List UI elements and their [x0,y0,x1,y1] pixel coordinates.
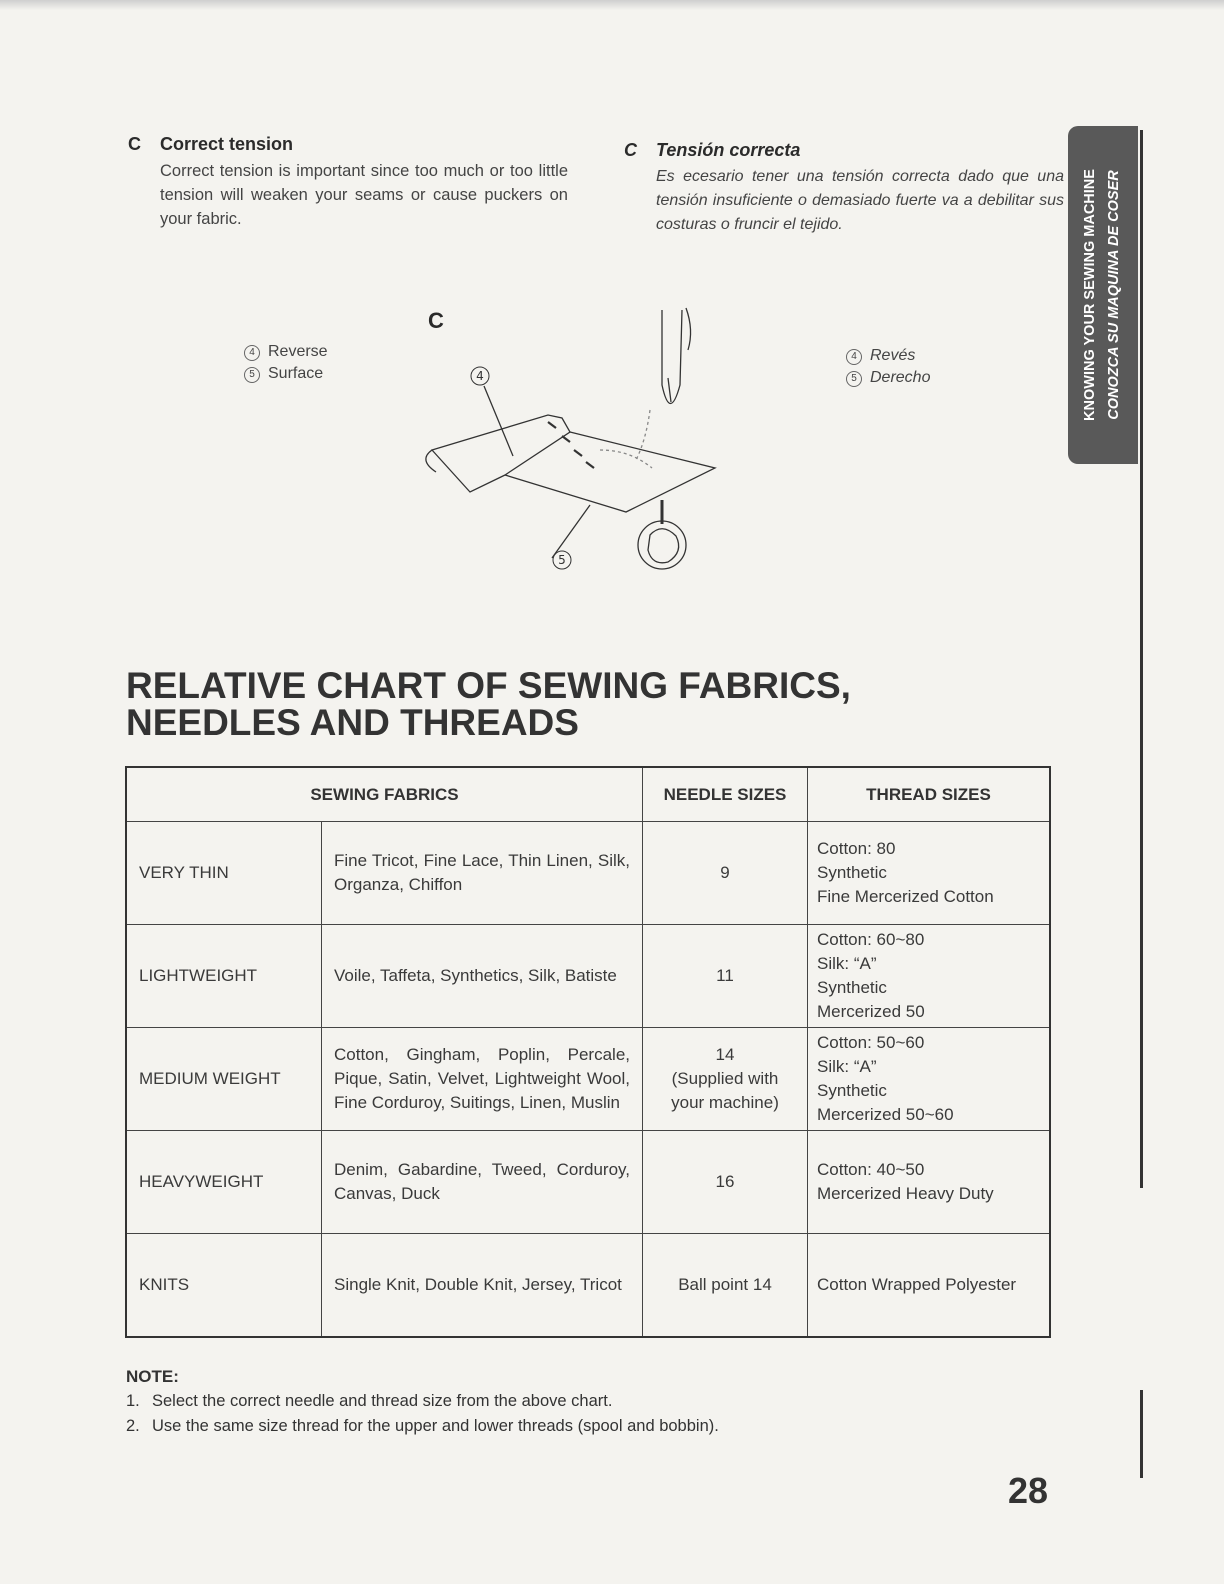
page-edge-line [1140,130,1143,810]
table-row [126,925,1050,1028]
heading-text: Correct tension [160,134,294,154]
note-item: 1. Select the correct needle and thread size from the above chart. [126,1392,613,1410]
fabric-category: HEAVYWEIGHT [126,1131,322,1234]
table-row [126,822,1050,925]
needle-size: 9 [643,822,808,925]
thread-sizes: Cotton: 80 Synthetic Fine Mercerized Cotton [808,822,1051,925]
header-needle-sizes: NEEDLE SIZES [643,767,808,822]
fabric-examples: Single Knit, Double Knit, Jersey, Tricot [322,1234,643,1338]
tension-section-es [624,134,1064,237]
table-row [126,1028,1050,1131]
fabric-examples: Denim, Gabardine, Tweed, Corduroy, Canvas, Duck [322,1131,643,1234]
needle-size: 16 [643,1131,808,1234]
table-row [126,1131,1050,1234]
tension-body-es: Es ecesario tener una tensión correcta dado que una tensión insuficiente o demasiado fuerte va a debilitar sus costuras o fruncir el tejido. [656,168,1064,233]
thread-sizes: Cotton: 50~60 Silk: “A” Synthetic Mercerized 50~60 [808,1028,1051,1131]
needle-size: 14 (Supplied with your machine) [643,1028,808,1131]
fabric-examples: Cotton, Gingham, Poplin, Percale, Pique, Satin, Velvet, Lightweight Wool, Fine Corduroy, Suitings, Linen, Muslin [322,1028,643,1131]
legend-item: 4 Reverse [244,341,328,363]
fabric-category: KNITS [126,1234,322,1338]
callout-surface: 5 [558,553,566,567]
fabric-surface-shape [505,432,715,512]
note-heading: NOTE: [126,1367,179,1386]
page-edge-line [1140,1390,1143,1478]
thread-sizes: Cotton: 40~50 Mercerized Heavy Duty [808,1131,1051,1234]
fabric-category: LIGHTWEIGHT [126,925,322,1028]
tension-heading-en [128,134,568,155]
legend-item: 4 Revés [846,345,930,367]
legend-es [846,345,930,389]
note-item: 2. Use the same size thread for the upper and lower threads (spool and bobbin). [126,1417,719,1435]
legend-item: 5 Derecho [846,367,930,389]
section-letter: C [128,134,141,154]
tension-diagram [400,300,720,580]
header-sewing-fabrics: SEWING FABRICS [126,767,643,822]
thread-sizes: Cotton Wrapped Polyester [808,1234,1051,1338]
needle-shape [662,310,682,404]
heading-text: Tensión correcta [656,140,801,160]
page-number: 28 [1008,1470,1049,1511]
chapter-side-tab [1068,126,1138,464]
thread-sizes: Cotton: 60~80 Silk: “A” Synthetic Mercerized 50 [808,925,1051,1028]
fabric-examples: Voile, Taffeta, Synthetics, Silk, Batiste [322,925,643,1028]
notes [126,1364,719,1439]
table-row [126,1234,1050,1338]
tension-heading-es [624,140,1064,161]
legend-item: 5 Surface [244,363,328,385]
table-header-row [126,767,1050,822]
tension-body-en: Correct tension is important since too much or too little tension will weaken your seams or cause puckers on your fabric. [160,162,568,228]
page-edge-line [1140,808,1143,1188]
side-tab-line-en: KNOWING YOUR SEWING MACHINE [1082,169,1098,421]
section-letter: C [624,140,637,160]
fabric-needle-thread-table [125,766,1051,1338]
scan-edge [0,0,1224,10]
legend-en [244,341,328,385]
fabric-examples: Fine Tricot, Fine Lace, Thin Linen, Silk, Organza, Chiffon [322,822,643,925]
header-thread-sizes: THREAD SIZES [808,767,1051,822]
chart-title: RELATIVE CHART OF SEWING FABRICS, NEEDLES AND THREADS [126,665,851,743]
needle-size: Ball point 14 [643,1234,808,1338]
fabric-category: MEDIUM WEIGHT [126,1028,322,1131]
side-tab-line-es: CONOZCA SU MAQUINA DE COSER [1106,170,1122,420]
tension-section-en [128,134,568,231]
needle-size: 11 [643,925,808,1028]
callout-reverse: 4 [476,369,484,383]
fabric-category: VERY THIN [126,822,322,925]
diagram-letter: C [428,308,444,333]
